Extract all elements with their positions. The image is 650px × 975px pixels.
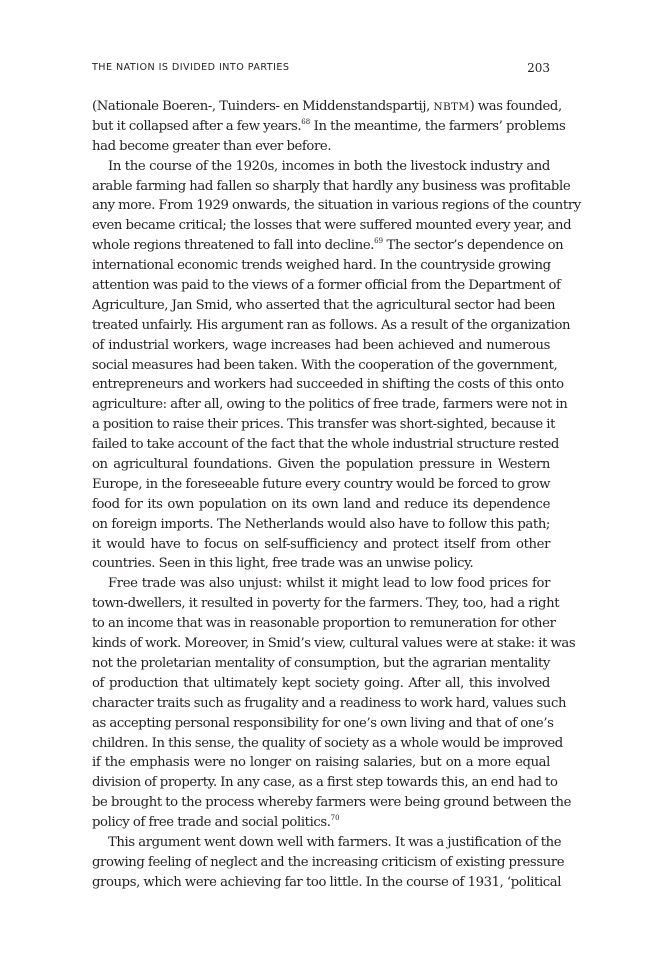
text-line xyxy=(92,395,568,415)
text-run: treated unfairly. His argument ran as follows. As a result of the organization xyxy=(92,317,571,333)
text-line xyxy=(92,177,571,197)
text-run: if the emphasis were no longer on raising salaries, but on a more equal xyxy=(92,755,550,771)
text-run: (Nationale Boeren-, Tuinders- en Middenstandspartij, xyxy=(92,99,434,114)
text-run: agriculture: after all, owing to the politics of free trade, farmers were not in xyxy=(92,397,568,413)
text-run: In the course of the 1920s, incomes in both the livestock industry and xyxy=(108,158,550,174)
text-run: character traits such as frugality and a readiness to work hard, values such xyxy=(92,695,567,711)
footnote-ref: 70 xyxy=(330,814,340,823)
text-run: Agriculture, Jan Smid, who asserted that the agricultural sector had been xyxy=(92,297,556,313)
text-line xyxy=(92,475,550,495)
text-line xyxy=(92,773,558,793)
text-line xyxy=(92,97,562,117)
text-line xyxy=(92,594,560,614)
text-line xyxy=(92,117,566,137)
text-run: on foreign imports. The Netherlands would also have to follow this path; xyxy=(92,516,550,532)
text-run: In the meantime, the farmers’ problems xyxy=(310,118,566,134)
text-run: social measures had been taken. With the cooperation of the government, xyxy=(92,357,558,373)
text-run: even became critical; the losses that were suffered mounted every year, and xyxy=(92,218,572,234)
text-run: but it collapsed after a few years. xyxy=(92,118,302,134)
running-head xyxy=(92,62,550,76)
text-run: entrepreneurs and workers had succeeded in shifting the costs of this onto xyxy=(92,377,564,393)
text-line xyxy=(92,753,550,773)
text-run: failed to take account of the fact that the whole industrial structure rested xyxy=(92,437,559,453)
paragraph xyxy=(92,574,576,833)
text-run: to an income that was in reasonable proportion to remuneration for other xyxy=(92,616,556,632)
text-line xyxy=(92,196,581,216)
text-line xyxy=(92,714,554,734)
text-run: The sector’s dependence on xyxy=(383,238,564,254)
text-run: of production that ultimately kept society going. After all, this involved xyxy=(92,675,550,691)
paragraph xyxy=(92,97,566,157)
text-run: attention was paid to the views of a former official from the Department of xyxy=(92,278,561,294)
text-line xyxy=(92,674,550,694)
text-run: be brought to the process whereby farmers were being ground between the xyxy=(92,795,571,811)
text-line xyxy=(92,435,559,455)
text-line xyxy=(92,614,556,634)
text-line xyxy=(92,256,550,276)
text-line xyxy=(92,495,550,515)
text-run: as accepting personal responsibility for one’s own living and that of one’s xyxy=(92,715,554,731)
text-run: ) was founded, xyxy=(469,99,562,114)
text-run: whole regions threatened to fall into decline. xyxy=(92,238,375,254)
footnote-ref: 69 xyxy=(374,237,384,246)
text-run: Free trade was also unjust: whilst it might lead to low food prices for xyxy=(108,576,550,592)
paragraph xyxy=(92,833,565,893)
running-title: THE NATION IS DIVIDED INTO PARTIES xyxy=(92,62,290,73)
footnote-ref: 68 xyxy=(301,117,311,126)
text-line xyxy=(92,236,564,256)
text-line xyxy=(92,853,565,873)
text-run: countries. Seen in this light, free trade was an unwise policy. xyxy=(92,556,474,572)
text-run: This argument went down well with farmers. It was a justification of the xyxy=(108,834,562,850)
text-run: kinds of work. Moreover, in Smid’s view, cultural values were at stake: it was xyxy=(92,636,576,652)
text-run: growing feeling of neglect and the increasing criticism of existing pressure xyxy=(92,854,565,870)
text-line xyxy=(92,157,550,177)
text-line xyxy=(92,654,550,674)
text-line xyxy=(92,833,562,853)
text-run: a position to raise their prices. This transfer was short-sighted, because it xyxy=(92,417,556,433)
text-run: not the proletarian mentality of consumption, but the agrarian mentality xyxy=(92,655,550,671)
text-line xyxy=(92,356,558,376)
text-run: Europe, in the foreseeable future every country would be forced to grow xyxy=(92,476,550,492)
paragraph xyxy=(92,157,581,575)
text-line xyxy=(92,336,550,356)
text-run: had become greater than ever before. xyxy=(92,138,332,154)
text-line xyxy=(92,694,567,714)
text-line xyxy=(92,873,562,893)
text-run: international economic trends weighed hard. In the countryside growing xyxy=(92,258,551,274)
text-run: town-dwellers, it resulted in poverty for the farmers. They, too, had a right xyxy=(92,596,560,612)
text-run: it would have to focus on self-sufficiency and protect itself from other xyxy=(92,536,550,552)
abbreviation: NBTM xyxy=(433,101,470,113)
page-number: 203 xyxy=(527,61,550,75)
text-line xyxy=(92,415,556,435)
text-line xyxy=(92,554,550,574)
text-line xyxy=(92,296,556,316)
text-run: food for its own population on its own land and reduce its dependence xyxy=(92,496,550,512)
text-run: children. In this sense, the quality of society as a whole would be improved xyxy=(92,735,563,751)
text-line xyxy=(92,574,550,594)
text-line xyxy=(92,734,563,754)
text-line xyxy=(92,216,572,236)
text-line xyxy=(92,634,576,654)
text-run: any more. From 1929 onwards, the situation in various regions of the country xyxy=(92,198,581,214)
text-line xyxy=(92,515,550,535)
text-line xyxy=(92,276,561,296)
text-run: policy of free trade and social politics. xyxy=(92,815,331,831)
text-run: division of property. In any case, as a first step towards this, an end had to xyxy=(92,775,558,791)
text-line xyxy=(92,375,564,395)
text-line xyxy=(92,793,571,813)
text-line xyxy=(92,137,550,157)
text-run: arable farming had fallen so sharply that hardly any business was profitable xyxy=(92,178,571,194)
text-line xyxy=(92,316,571,336)
text-run: of industrial workers, wage increases had been achieved and numerous xyxy=(92,337,550,353)
text-run: on agricultural foundations. Given the population pressure in Western xyxy=(92,457,550,473)
text-run: groups, which were achieving far too little. In the course of 1931, ‘political xyxy=(92,874,562,890)
text-line xyxy=(92,455,550,475)
body-text xyxy=(92,97,581,893)
text-line xyxy=(92,813,550,833)
text-line xyxy=(92,535,550,555)
